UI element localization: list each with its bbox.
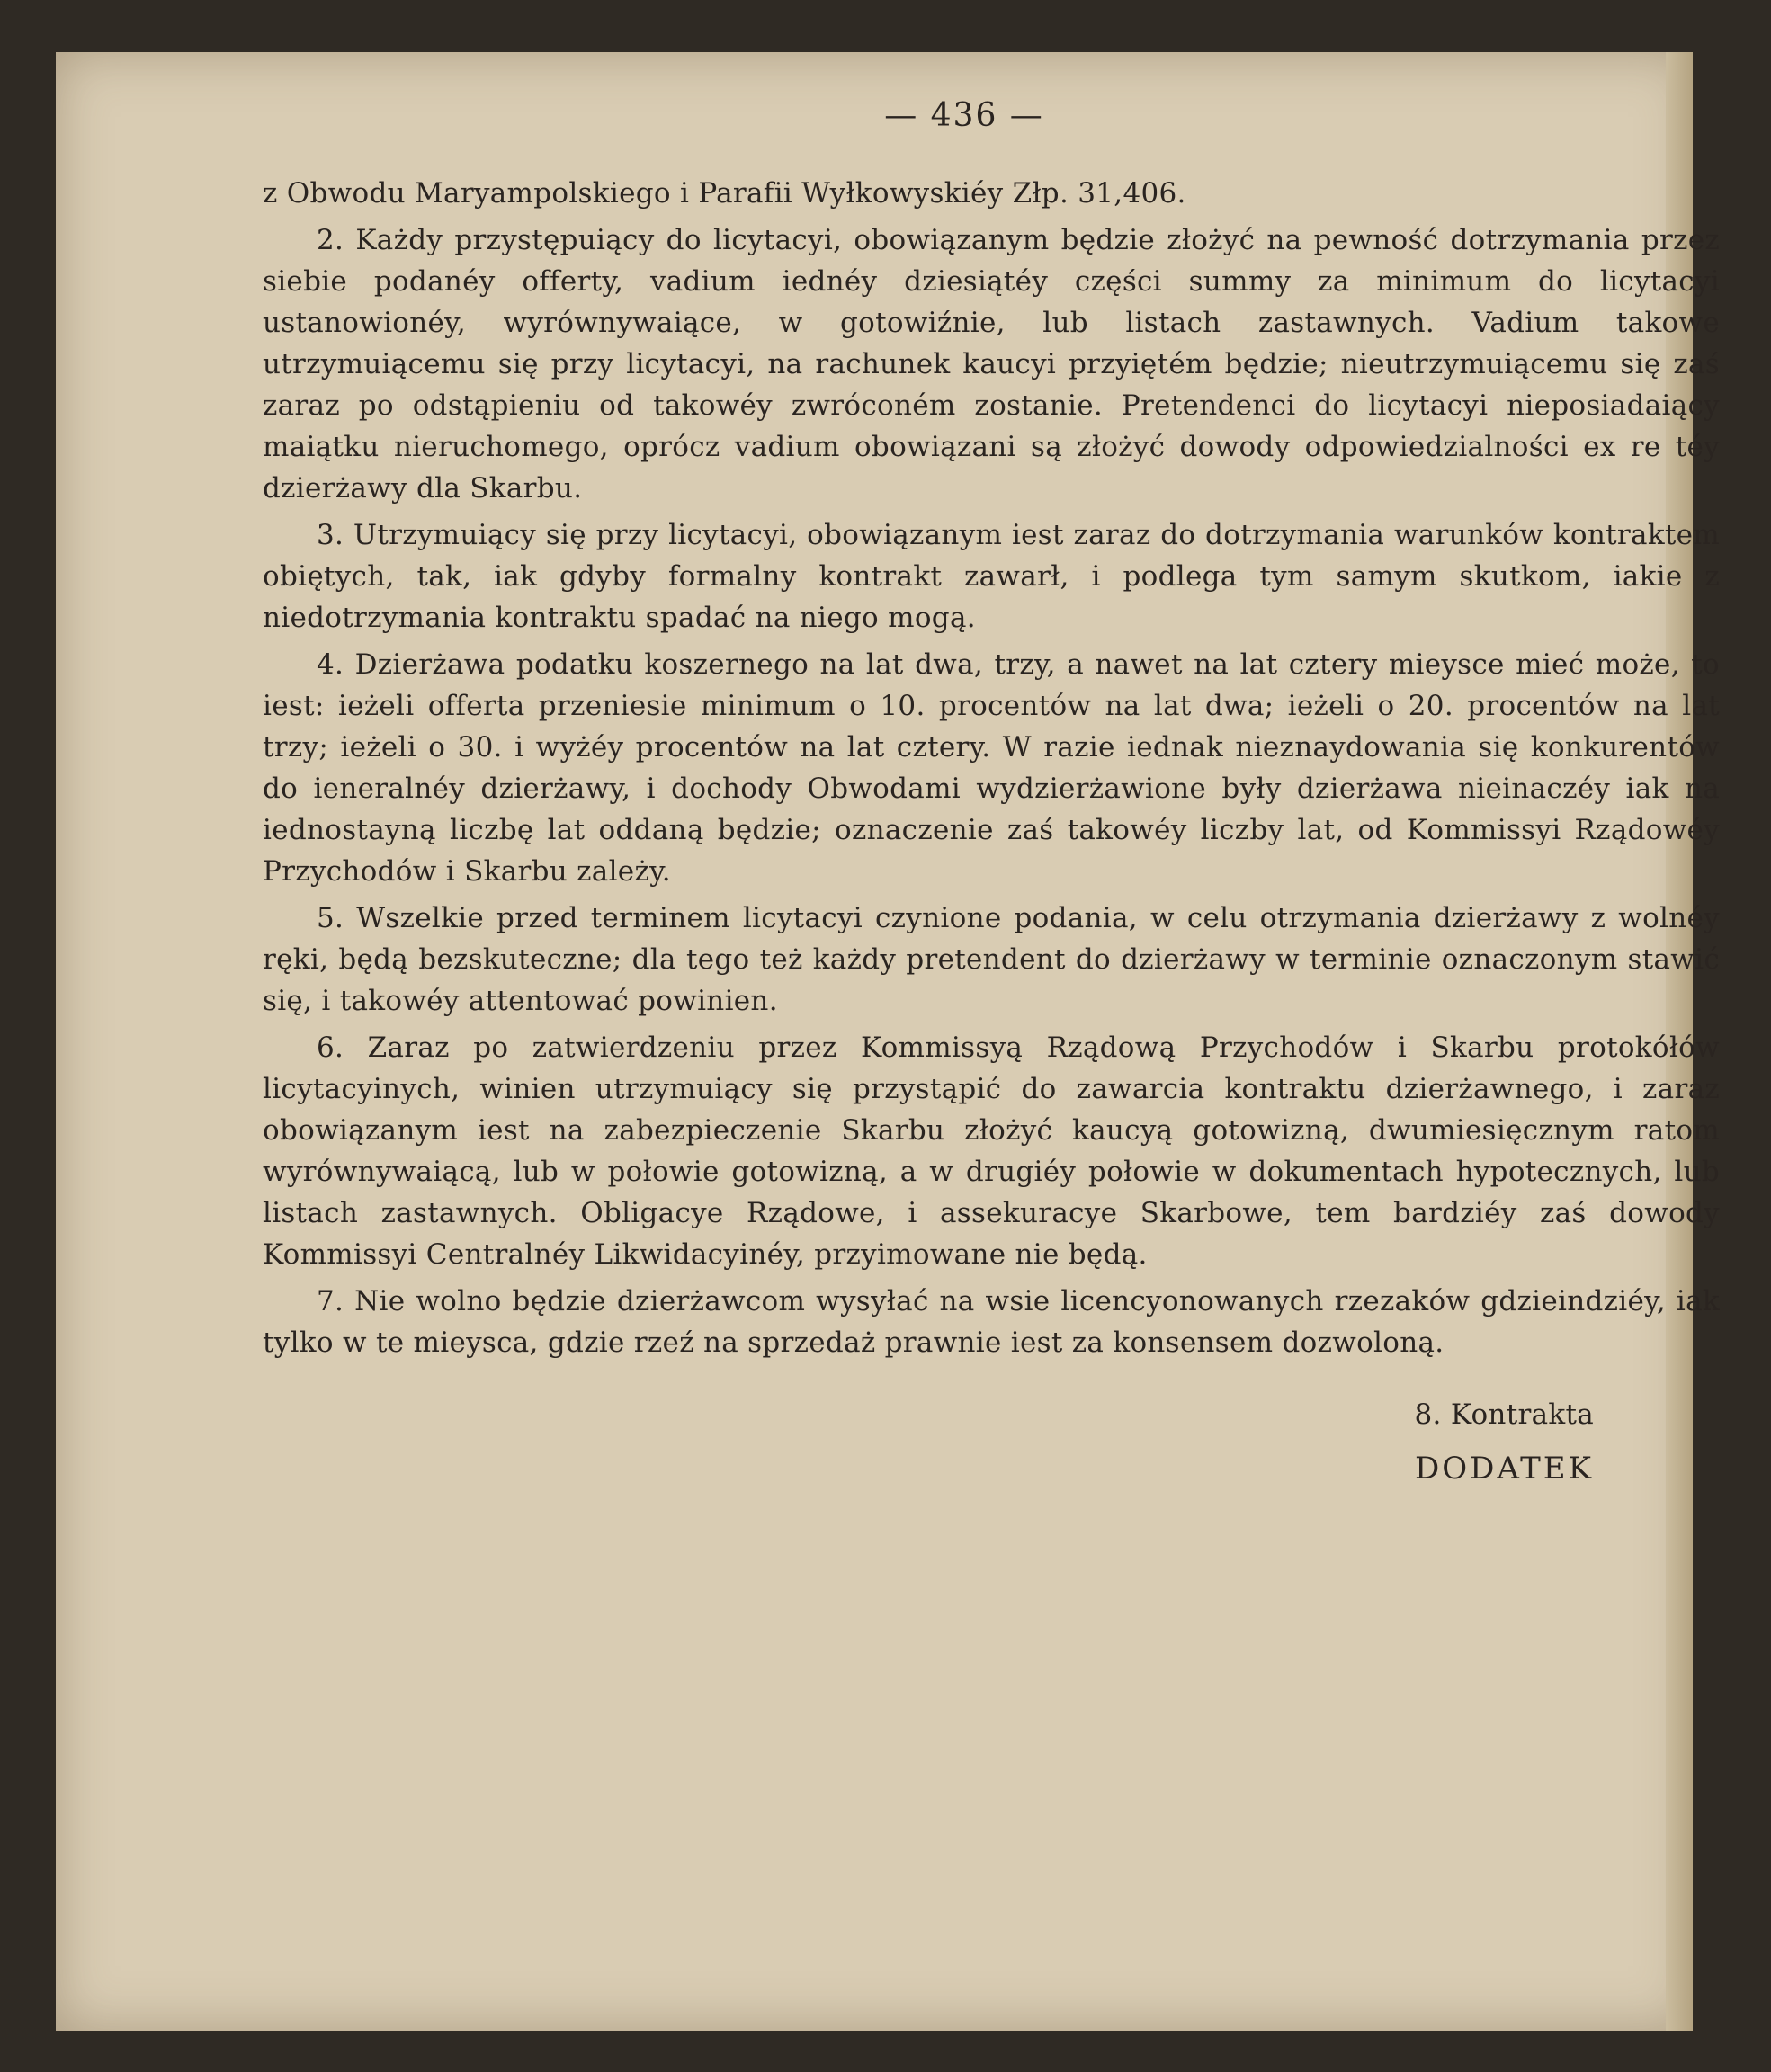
paragraph-3: 3. Utrzymuiący się przy licytacyi, obowiązanym iest zaraz do dotrzymania warunków kontraktem obiętych, tak, iak gdyby formalny kontrakt zawarł, i podlega tym samym skutkom, iakie z niedotrzymania kontraktu spadać na niego mogą. — [263, 519, 1720, 634]
catchword: 8. Kontrakta — [1414, 1398, 1594, 1431]
paragraph-5: 5. Wszelkie przed terminem licytacyi czynione podania, w celu otrzymania dzierżawy z wolnéy ręki, będą bezskuteczne; dla tego też każdy pretendent do dzierżawy w terminie oznaczonym stawić się, i takowéy attentować powinien. — [263, 902, 1720, 1017]
page-content — [263, 95, 1720, 1489]
paragraph-4: 4. Dzierżawa podatku koszernego na lat dwa, trzy, a nawet na lat cztery mieysce mieć może, to iest: ieżeli offerta przeniesie minimum o 10. procentów na lat dwa; ieżeli o 20. procentów na lat trzy; ieżeli o 30. i wyżéy procentów na lat cztery. W razie iednak nieznaydowania się konkurentów do ieneralnéy dzierżawy, i dochody Obwodami wydzierżawione były dzierżawa nieinaczéy iak na iednostayną liczbę lat oddaną będzie; oznaczenie zaś takowéy liczby lat, od Kommissyi Rządowéy Przychodów i Skarbu zależy. — [263, 648, 1720, 888]
paragraph-2: 2. Każdy przystępuiący do licytacyi, obowiązanym będzie złożyć na pewność dotrzymania przez siebie podanéy offerty, vadium iednéy dziesiątéy części summy za minimum do licytacyi ustanowionéy, wyrównywaiące, w gotowiźnie, lub listach zastawnych. Vadium takowe utrzymuiącemu się przy licytacyi, na rachunek kaucyi przyiętém będzie; nieutrzymuiącemu się zaś zaraz po odstąpieniu od takowéy zwróconém zostanie. Pretendenci do licytacyi nieposiadaiący maiątku nieruchomego, oprócz vadium obowiązani są złożyć dowody odpowiedzialności ex re téy dzierżawy dla Skarbu. — [263, 224, 1720, 505]
page-number: — 436 — — [884, 97, 1044, 134]
paragraph-7: 7. Nie wolno będzie dzierżawcom wysyłać na wsie licencyonowanych rzezaków gdzieindziéy, iak tylko w te mieysca, gdzie rzeź na sprzedaż prawnie iest za konsensem dozwoloną. — [263, 1285, 1720, 1359]
document-page — [56, 52, 1720, 2031]
intro-line: z Obwodu Maryampolskiego i Parafii Wyłkowyskiéy Złp. 31,406. — [263, 177, 1186, 210]
signature-mark: DODATEK — [1415, 1451, 1594, 1487]
paragraph-6: 6. Zaraz po zatwierdzeniu przez Kommissyą Rządową Przychodów i Skarbu protokółów licytacyinych, winien utrzymuiący się przystąpić do zawarcia kontraktu dzierżawnego, i zaraz obowiązanym iest na zabezpieczenie Skarbu złożyć kaucyą gotowizną, dwumiesięcznym ratom wyrównywaiącą, lub w połowie gotowizną, a w drugiéy połowie w dokumentach hypotecznych, lub listach zastawnych. Obligacye Rządowe, i assekuracye Skarbowe, tem bardziéy zaś dowody Kommissyi Centralnéy Likwidacyinéy, przyimowane nie będą. — [263, 1032, 1720, 1271]
